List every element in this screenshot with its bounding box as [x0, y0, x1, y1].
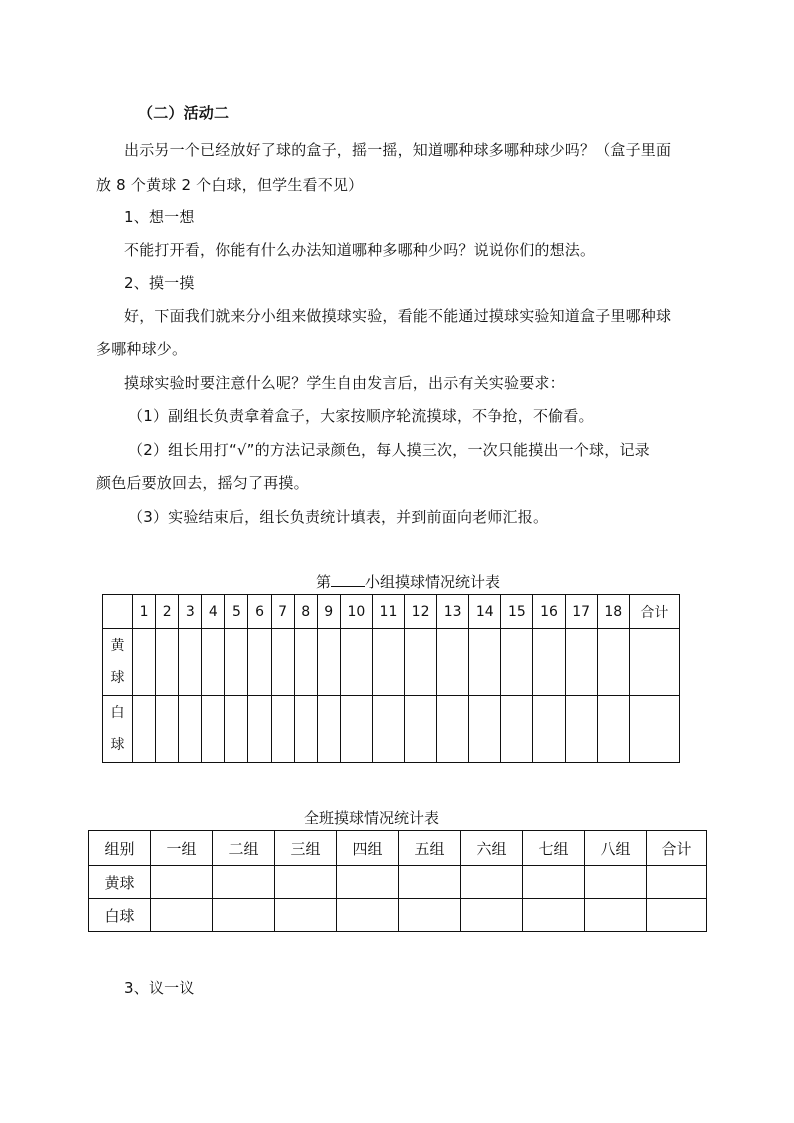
table2-header-cell: 四组 [337, 831, 399, 866]
table1-cell[interactable] [372, 696, 404, 763]
table1-cell[interactable] [156, 629, 179, 696]
table1-header-cell: 6 [248, 595, 271, 629]
table1-header-cell: 1 [133, 595, 156, 629]
table1-white-row [103, 696, 680, 763]
step2-heading: 2、摸一摸 [124, 274, 195, 292]
table2-cell[interactable] [523, 866, 585, 899]
white-ball-label: 白 球 [103, 696, 133, 763]
table2-total-cell[interactable] [647, 866, 707, 899]
table1-title-prefix: 第 [316, 573, 332, 591]
table1-header-cell [103, 595, 133, 629]
table1-header-cell: 9 [317, 595, 340, 629]
table1-cell[interactable] [202, 696, 225, 763]
table1-header-cell: 13 [437, 595, 469, 629]
table2-header-cell: 三组 [275, 831, 337, 866]
table1-header-cell: 4 [202, 595, 225, 629]
table1-cell[interactable] [597, 696, 629, 763]
table1-header-cell: 3 [179, 595, 202, 629]
table2-header-cell: 一组 [151, 831, 213, 866]
table2-header-cell: 二组 [213, 831, 275, 866]
table2-cell[interactable] [151, 866, 213, 899]
table1-cell[interactable] [156, 696, 179, 763]
yellow-ball-label: 黄 球 [103, 629, 133, 696]
table1-header-cell: 2 [156, 595, 179, 629]
table1-cell[interactable] [179, 696, 202, 763]
table1-cell[interactable] [437, 629, 469, 696]
step2-text-line-2: 多哪种球少。 [96, 340, 188, 358]
table1-total-cell[interactable] [629, 629, 679, 696]
table1-cell[interactable] [533, 629, 565, 696]
table2-white-row [89, 899, 707, 932]
group-number-blank [331, 572, 365, 587]
table1-cell[interactable] [405, 696, 437, 763]
table2-cell[interactable] [585, 899, 647, 932]
table1-header-cell: 8 [294, 595, 317, 629]
table2-header-cell: 八组 [585, 831, 647, 866]
step1-text: 不能打开看，你能有什么办法知道哪种多哪种少吗？说说你们的想法。 [124, 241, 596, 259]
table2-total-cell[interactable] [647, 899, 707, 932]
table1-cell[interactable] [225, 629, 248, 696]
table1-header-cell: 7 [271, 595, 294, 629]
table2-header-row [89, 831, 707, 866]
table2-yellow-row [89, 866, 707, 899]
table2-cell[interactable] [585, 866, 647, 899]
table2-cell[interactable] [337, 899, 399, 932]
requirement-2-line-1: （2）组长用打“√”的方法记录颜色，每人摸三次，一次只能摸出一个球，记录 [128, 441, 650, 459]
table1-cell[interactable] [565, 696, 597, 763]
table2-row-label: 黄球 [89, 866, 151, 899]
group-tally-table [102, 594, 680, 763]
table1-cell[interactable] [469, 696, 501, 763]
table2-cell[interactable] [461, 899, 523, 932]
table1-cell[interactable] [340, 696, 372, 763]
table1-header-cell: 合计 [629, 595, 679, 629]
requirement-1: （1）副组长负责拿着盒子，大家按顺序轮流摸球，不争抢，不偷看。 [128, 407, 594, 425]
intro-line-1: 出示另一个已经放好了球的盒子，摇一摇，知道哪种球多哪种球少吗？（盒子里面 [124, 141, 672, 159]
table1-cell[interactable] [501, 629, 533, 696]
table1-cell[interactable] [372, 629, 404, 696]
table1-header-cell: 12 [405, 595, 437, 629]
table1-title-suffix: 小组摸球情况统计表 [365, 573, 501, 591]
table1-cell[interactable] [271, 696, 294, 763]
table2-title: 全班摸球情况统计表 [304, 809, 440, 827]
requirement-2-line-2: 颜色后要放回去，摇匀了再摸。 [96, 474, 309, 492]
table2-cell[interactable] [461, 866, 523, 899]
table1-cell[interactable] [133, 629, 156, 696]
table1-cell[interactable] [179, 629, 202, 696]
class-tally-table [88, 830, 707, 932]
table2-cell[interactable] [337, 866, 399, 899]
table2-header-cell: 合计 [647, 831, 707, 866]
attention-text: 摸球实验时要注意什么呢？学生自由发言后，出示有关实验要求： [124, 374, 565, 392]
step1-heading: 1、想一想 [124, 208, 195, 226]
table1-title [316, 572, 500, 592]
section-title: （二）活动二 [138, 104, 230, 122]
table2-row-label: 白球 [89, 899, 151, 932]
table1-cell[interactable] [469, 629, 501, 696]
table2-cell[interactable] [399, 899, 461, 932]
requirement-3: （3）实验结束后，组长负责统计填表，并到前面向老师汇报。 [128, 508, 549, 526]
table1-header-cell: 17 [565, 595, 597, 629]
table1-cell[interactable] [202, 629, 225, 696]
table1-cell[interactable] [340, 629, 372, 696]
table1-cell[interactable] [501, 696, 533, 763]
table1-cell[interactable] [248, 629, 271, 696]
table1-header-cell: 5 [225, 595, 248, 629]
table1-cell[interactable] [317, 696, 340, 763]
table1-header-cell: 15 [501, 595, 533, 629]
table1-yellow-row [103, 629, 680, 696]
table2-header-cell: 组别 [89, 831, 151, 866]
table2-cell[interactable] [399, 866, 461, 899]
table2-cell[interactable] [213, 899, 275, 932]
table1-cell[interactable] [294, 629, 317, 696]
table1-cell[interactable] [565, 629, 597, 696]
table1-cell[interactable] [437, 696, 469, 763]
intro-line-2: 放 8 个黄球 2 个白球，但学生看不见） [96, 176, 364, 194]
table2-cell[interactable] [523, 899, 585, 932]
table1-header-cell: 10 [340, 595, 372, 629]
table2-cell[interactable] [275, 866, 337, 899]
table1-cell[interactable] [248, 696, 271, 763]
table1-cell[interactable] [133, 696, 156, 763]
table1-header-cell: 18 [597, 595, 629, 629]
table2-cell[interactable] [213, 866, 275, 899]
table1-header-cell: 16 [533, 595, 565, 629]
table2-header-cell: 六组 [461, 831, 523, 866]
table1-cell[interactable] [317, 629, 340, 696]
table1-total-cell[interactable] [629, 696, 679, 763]
table1-cell[interactable] [597, 629, 629, 696]
table1-cell[interactable] [533, 696, 565, 763]
table2-header-cell: 七组 [523, 831, 585, 866]
table2-cell[interactable] [275, 899, 337, 932]
step2-text-line-1: 好，下面我们就来分小组来做摸球实验，看能不能通过摸球实验知道盒子里哪种球 [124, 307, 672, 325]
table1-cell[interactable] [225, 696, 248, 763]
table2-header-cell: 五组 [399, 831, 461, 866]
table1-cell[interactable] [294, 696, 317, 763]
table1-cell[interactable] [271, 629, 294, 696]
table1-cell[interactable] [405, 629, 437, 696]
table2-cell[interactable] [151, 899, 213, 932]
step3-heading: 3、议一议 [124, 979, 195, 997]
table1-header-row [103, 595, 680, 629]
table1-header-cell: 14 [469, 595, 501, 629]
table1-header-cell: 11 [372, 595, 404, 629]
